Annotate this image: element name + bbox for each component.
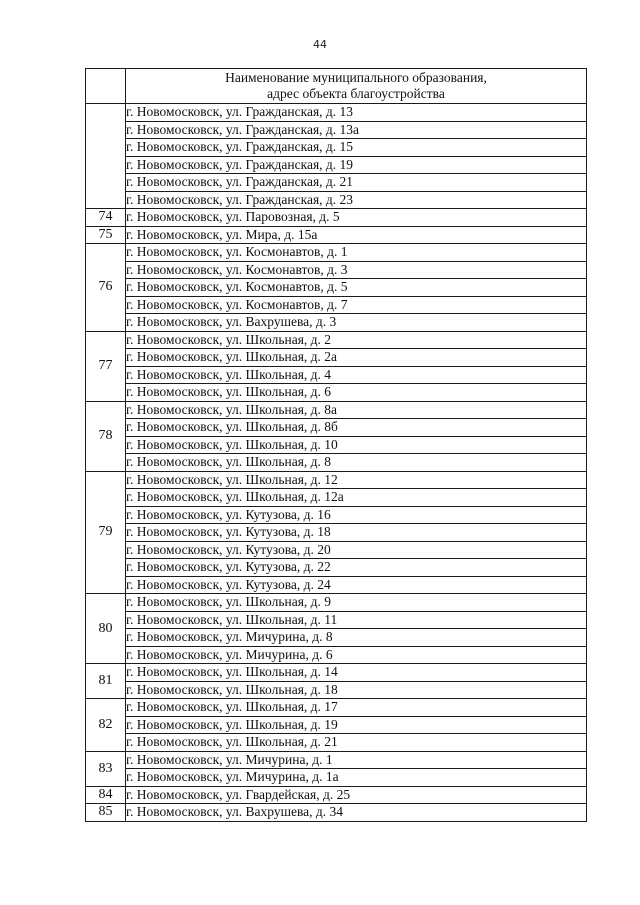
- row-number: 74: [86, 209, 126, 227]
- address-cell: г. Новомосковск, ул. Школьная, д. 12: [126, 471, 587, 489]
- table-row: [86, 296, 587, 314]
- row-number: 75: [86, 226, 126, 244]
- table-row: [86, 716, 587, 734]
- address-cell: г. Новомосковск, ул. Школьная, д. 8б: [126, 419, 587, 437]
- table-row: [86, 594, 587, 612]
- address-cell: г. Новомосковск, ул. Космонавтов, д. 1: [126, 244, 587, 262]
- address-cell: г. Новомосковск, ул. Школьная, д. 11: [126, 611, 587, 629]
- table-row: [86, 804, 587, 822]
- table-row: [86, 559, 587, 577]
- address-cell: г. Новомосковск, ул. Кутузова, д. 24: [126, 576, 587, 594]
- table-row: [86, 209, 587, 227]
- address-cell: г. Новомосковск, ул. Космонавтов, д. 5: [126, 279, 587, 297]
- address-cell: г. Новомосковск, ул. Школьная, д. 19: [126, 716, 587, 734]
- address-cell: г. Новомосковск, ул. Школьная, д. 4: [126, 366, 587, 384]
- address-cell: г. Новомосковск, ул. Кутузова, д. 20: [126, 541, 587, 559]
- table-row: [86, 629, 587, 647]
- table-row: [86, 226, 587, 244]
- address-cell: г. Новомосковск, ул. Кутузова, д. 22: [126, 559, 587, 577]
- address-table: [85, 68, 587, 822]
- address-cell: г. Новомосковск, ул. Космонавтов, д. 7: [126, 296, 587, 314]
- row-number: 78: [86, 401, 126, 471]
- address-cell: г. Новомосковск, ул. Школьная, д. 18: [126, 681, 587, 699]
- table-row: [86, 384, 587, 402]
- table-row: [86, 769, 587, 787]
- table-header-row: [86, 69, 587, 104]
- address-cell: г. Новомосковск, ул. Школьная, д. 6: [126, 384, 587, 402]
- address-cell: г. Новомосковск, ул. Мичурина, д. 1: [126, 751, 587, 769]
- address-cell: г. Новомосковск, ул. Паровозная, д. 5: [126, 209, 587, 227]
- address-cell: г. Новомосковск, ул. Гражданская, д. 21: [126, 174, 587, 192]
- table-row: [86, 681, 587, 699]
- table-row: [86, 699, 587, 717]
- row-number: 83: [86, 751, 126, 786]
- table-row: [86, 734, 587, 752]
- table-row: [86, 279, 587, 297]
- table-row: [86, 786, 587, 804]
- row-number: 76: [86, 244, 126, 332]
- address-cell: г. Новомосковск, ул. Мичурина, д. 1а: [126, 769, 587, 787]
- table-header-title: [126, 69, 587, 104]
- table-row: [86, 104, 587, 122]
- address-cell: г. Новомосковск, ул. Кутузова, д. 16: [126, 506, 587, 524]
- address-cell: г. Новомосковск, ул. Космонавтов, д. 3: [126, 261, 587, 279]
- table-header-number: [86, 69, 126, 104]
- address-cell: г. Новомосковск, ул. Школьная, д. 10: [126, 436, 587, 454]
- address-cell: г. Новомосковск, ул. Школьная, д. 2: [126, 331, 587, 349]
- table-row: [86, 314, 587, 332]
- address-cell: г. Новомосковск, ул. Гражданская, д. 19: [126, 156, 587, 174]
- row-number: 79: [86, 471, 126, 594]
- address-cell: г. Новомосковск, ул. Мира, д. 15а: [126, 226, 587, 244]
- table-row: [86, 664, 587, 682]
- table-body: [86, 104, 587, 822]
- address-cell: г. Новомосковск, ул. Гражданская, д. 13а: [126, 121, 587, 139]
- table-row: [86, 576, 587, 594]
- table-row: [86, 541, 587, 559]
- table-row: [86, 244, 587, 262]
- table-row: [86, 401, 587, 419]
- address-cell: г. Новомосковск, ул. Школьная, д. 9: [126, 594, 587, 612]
- address-cell: г. Новомосковск, ул. Гражданская, д. 23: [126, 191, 587, 209]
- row-number: 84: [86, 786, 126, 804]
- table-row: [86, 331, 587, 349]
- address-cell: г. Новомосковск, ул. Мичурина, д. 8: [126, 629, 587, 647]
- table-row: [86, 524, 587, 542]
- table-row: [86, 471, 587, 489]
- address-cell: г. Новомосковск, ул. Школьная, д. 12а: [126, 489, 587, 507]
- address-cell: г. Новомосковск, ул. Школьная, д. 21: [126, 734, 587, 752]
- table-row: [86, 506, 587, 524]
- table-row: [86, 121, 587, 139]
- table-row: [86, 436, 587, 454]
- table-row: [86, 366, 587, 384]
- row-number: 85: [86, 804, 126, 822]
- header-line-1: Наименование муниципального образования,: [225, 70, 487, 85]
- row-number: [86, 104, 126, 209]
- row-number: 80: [86, 594, 126, 664]
- table-row: [86, 751, 587, 769]
- address-cell: г. Новомосковск, ул. Школьная, д. 17: [126, 699, 587, 717]
- table-row: [86, 419, 587, 437]
- table-row: [86, 454, 587, 472]
- table-row: [86, 174, 587, 192]
- table-row: [86, 191, 587, 209]
- page-number: 44: [313, 38, 327, 51]
- address-cell: г. Новомосковск, ул. Гражданская, д. 15: [126, 139, 587, 157]
- address-cell: г. Новомосковск, ул. Кутузова, д. 18: [126, 524, 587, 542]
- address-cell: г. Новомосковск, ул. Вахрушева, д. 3: [126, 314, 587, 332]
- row-number: 82: [86, 699, 126, 752]
- address-cell: г. Новомосковск, ул. Гвардейская, д. 25: [126, 786, 587, 804]
- table-row: [86, 489, 587, 507]
- address-cell: г. Новомосковск, ул. Школьная, д. 14: [126, 664, 587, 682]
- table-row: [86, 261, 587, 279]
- address-cell: г. Новомосковск, ул. Гражданская, д. 13: [126, 104, 587, 122]
- table-row: [86, 349, 587, 367]
- address-cell: г. Новомосковск, ул. Школьная, д. 8: [126, 454, 587, 472]
- table-row: [86, 139, 587, 157]
- table-row: [86, 156, 587, 174]
- table-row: [86, 611, 587, 629]
- address-cell: г. Новомосковск, ул. Мичурина, д. 6: [126, 646, 587, 664]
- header-line-2: адрес объекта благоустройства: [267, 86, 445, 101]
- address-cell: г. Новомосковск, ул. Вахрушева, д. 34: [126, 804, 587, 822]
- row-number: 77: [86, 331, 126, 401]
- address-cell: г. Новомосковск, ул. Школьная, д. 8а: [126, 401, 587, 419]
- table-row: [86, 646, 587, 664]
- address-cell: г. Новомосковск, ул. Школьная, д. 2а: [126, 349, 587, 367]
- row-number: 81: [86, 664, 126, 699]
